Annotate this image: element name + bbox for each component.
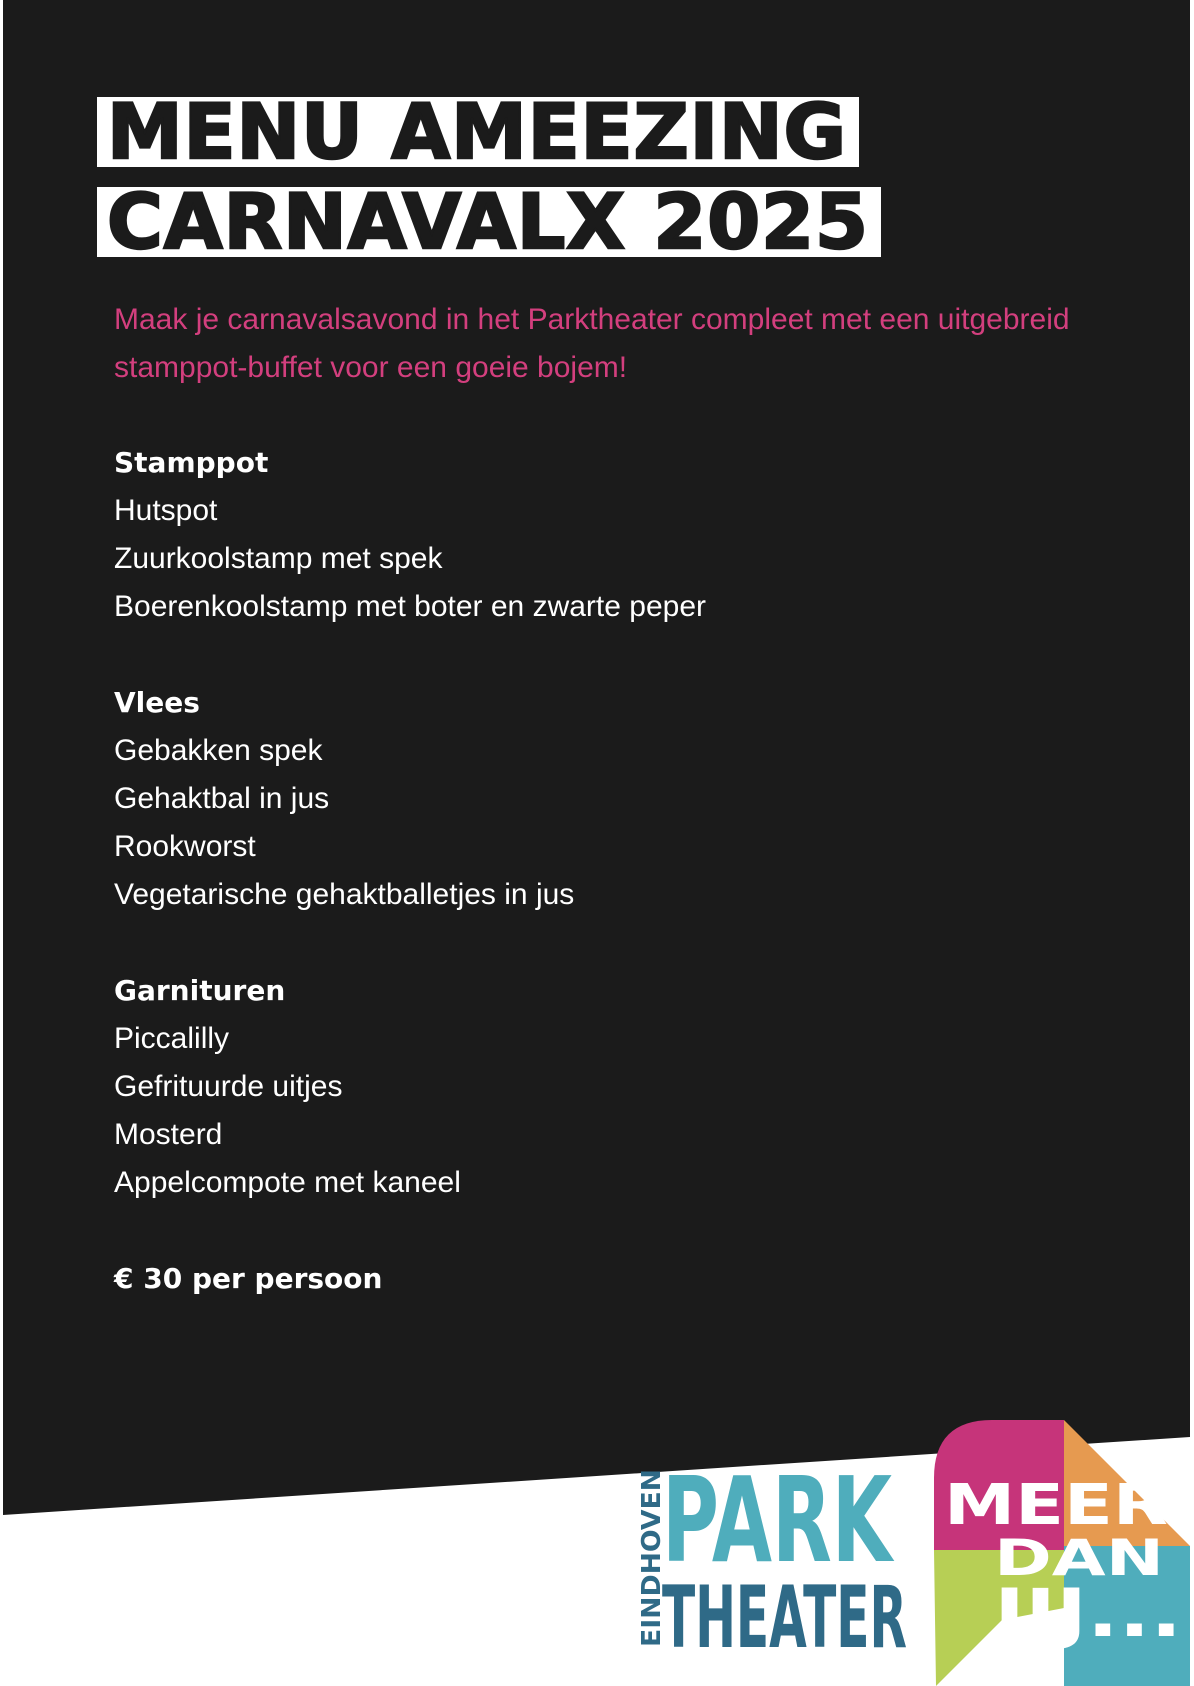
price-label: € 30 per persoon (114, 1262, 383, 1295)
meer-dan-jij-logo (932, 1418, 1194, 1686)
menu-item: Gefrituurde uitjes (114, 1070, 343, 1103)
menu-item: Piccalilly (114, 1022, 230, 1055)
menu-item: Gebakken spek (114, 734, 323, 767)
menu-item: Rookworst (114, 830, 256, 863)
logo-city-text: EINDHOVEN (637, 1473, 667, 1647)
logo-jij-text: JIJ... (988, 1575, 1182, 1652)
parktheater-logo (620, 1465, 920, 1655)
section-title: Stamppot (114, 446, 269, 479)
title-line-1: MENU AMEEZING (97, 97, 859, 167)
menu-item: Hutspot (114, 494, 218, 527)
menu-item: Zuurkoolstamp met spek (114, 542, 443, 575)
logo-park-text: PARK (662, 1465, 895, 1589)
menu-section-garnituren (114, 967, 1014, 1207)
logo-dan-text: DAN (994, 1529, 1164, 1587)
logo-theater-text: THEATER (662, 1568, 907, 1655)
title-line-2: CARNAVALX 2025 (97, 187, 881, 257)
menu-section-vlees (114, 679, 1014, 919)
logo-meer-text: MEER (944, 1473, 1168, 1538)
intro-text: Maak je carnavalsavond in het Parktheater compleet met een uitgebreid stamppot-buffet voor een goeie bojem! (114, 303, 1070, 384)
menu-section-stamppot (114, 439, 1014, 631)
menu-item: Vegetarische gehaktballetjes in jus (114, 878, 575, 911)
section-title: Vlees (114, 686, 200, 719)
menu-item: Gehaktbal in jus (114, 782, 330, 815)
menu-item: Boerenkoolstamp met boter en zwarte peper (114, 590, 706, 623)
section-title: Garnituren (114, 974, 286, 1007)
menu-item: Appelcompote met kaneel (114, 1166, 461, 1199)
menu-item: Mosterd (114, 1118, 223, 1151)
menu-list (114, 439, 1014, 1303)
